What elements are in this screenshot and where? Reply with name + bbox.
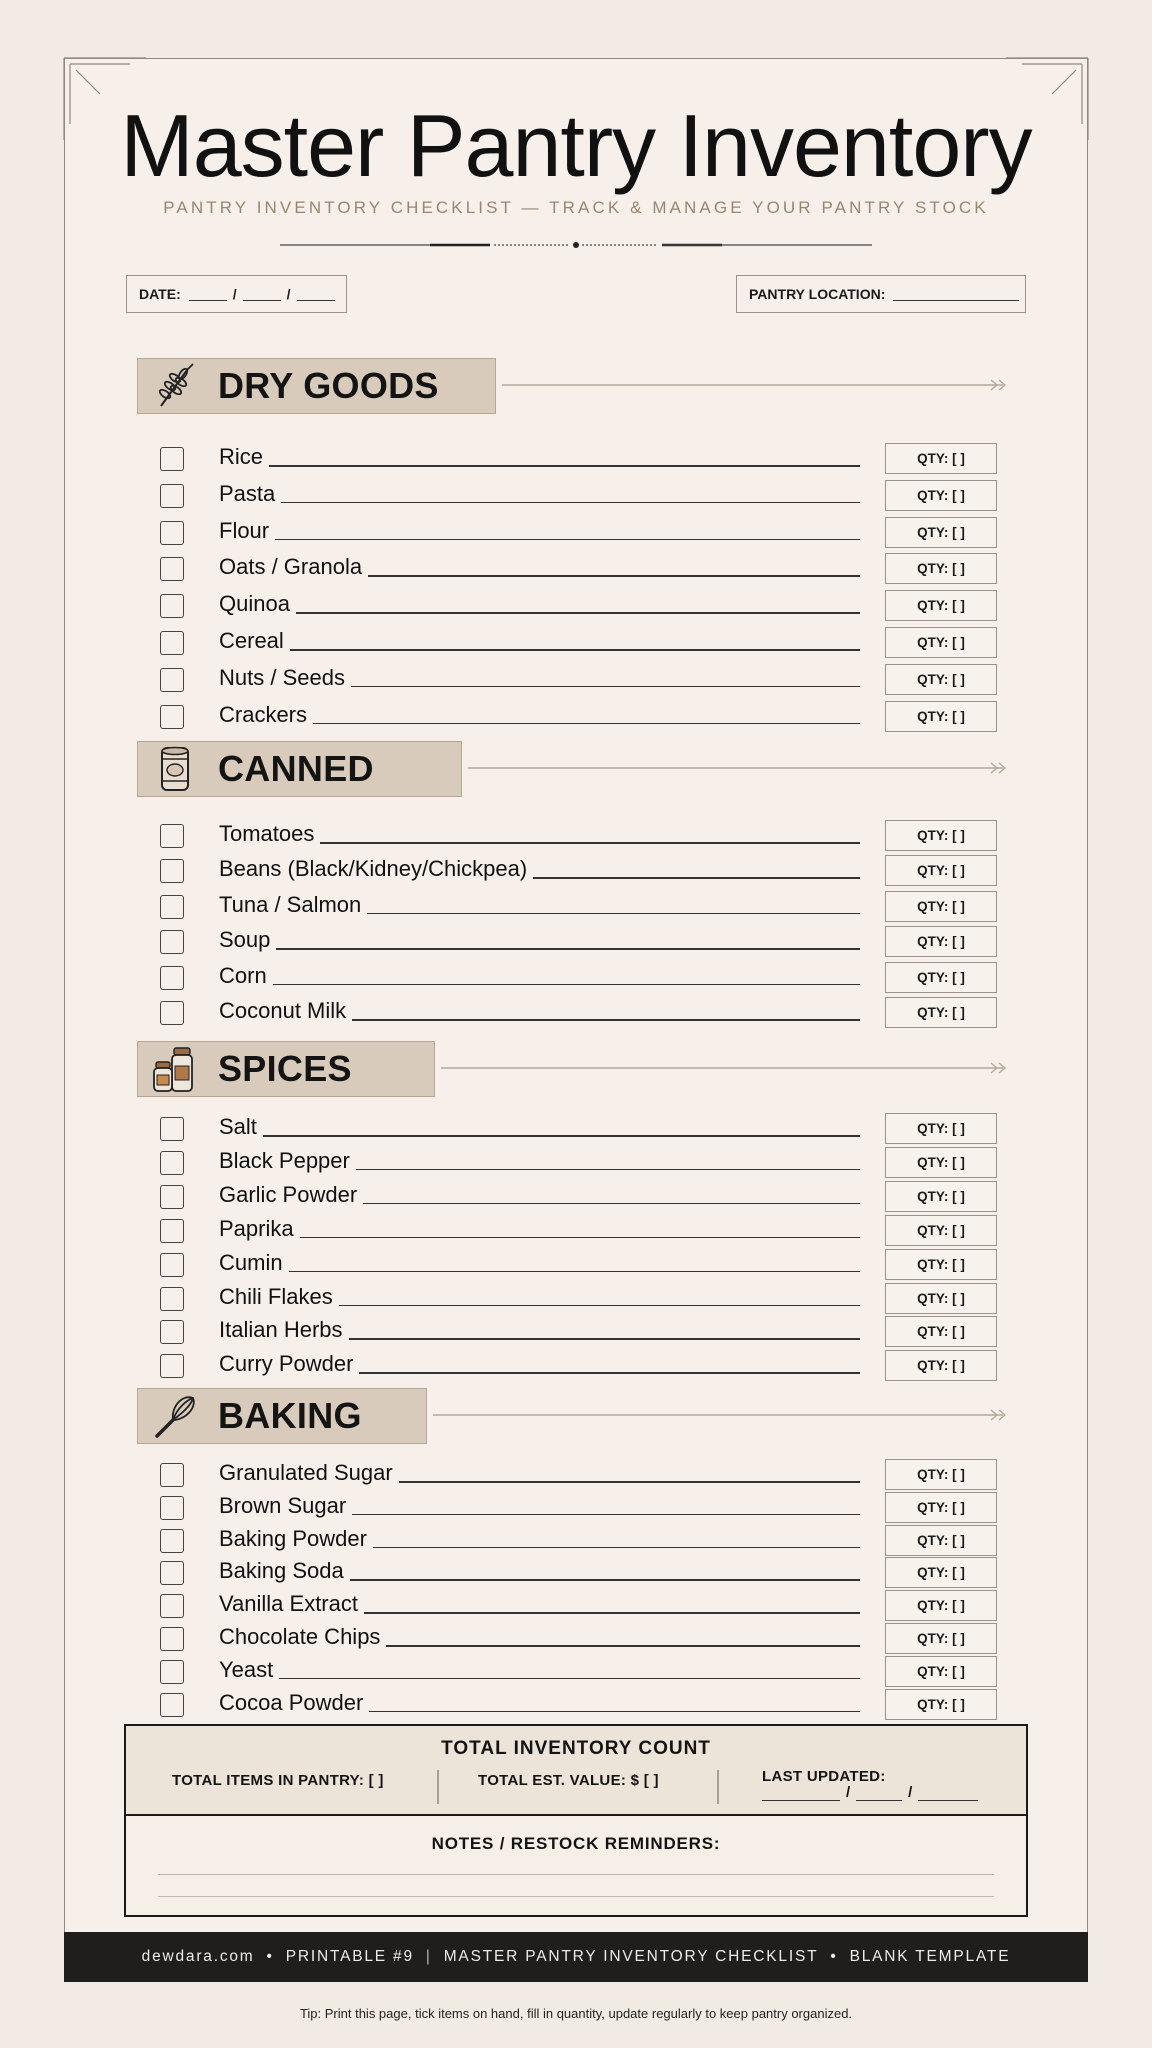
qty-box[interactable]: QTY: [ ] — [885, 1557, 997, 1588]
qty-box[interactable]: QTY: [ ] — [885, 1283, 997, 1314]
qty-box[interactable]: QTY: [ ] — [885, 997, 997, 1028]
qty-box[interactable]: QTY: [ ] — [885, 590, 997, 621]
item-label: Nuts / Seeds — [219, 665, 351, 691]
item-checkbox[interactable] — [160, 1287, 184, 1311]
item-checkbox[interactable] — [160, 1561, 184, 1585]
list-item — [137, 1525, 1007, 1562]
qty-box[interactable]: QTY: [ ] — [885, 1350, 997, 1381]
item-fill-line[interactable] — [219, 948, 860, 950]
total-items-field[interactable]: TOTAL ITEMS IN PANTRY: [ ] — [172, 1772, 384, 1789]
footer-separator: | — [425, 1948, 432, 1965]
item-label: Coconut Milk — [219, 998, 352, 1024]
list-item — [137, 1351, 1007, 1388]
item-fill-line[interactable] — [219, 502, 860, 504]
date-blank-year[interactable] — [297, 287, 335, 301]
item-checkbox[interactable] — [160, 1529, 184, 1553]
qty-box[interactable]: QTY: [ ] — [885, 1113, 997, 1144]
item-checkbox[interactable] — [160, 1185, 184, 1209]
list-item — [137, 1591, 1007, 1627]
item-fill-line[interactable] — [219, 1237, 860, 1239]
item-label: Cocoa Powder — [219, 1690, 369, 1716]
list-item — [137, 856, 1007, 894]
item-checkbox[interactable] — [160, 1660, 184, 1684]
list-item — [137, 701, 1007, 742]
list-item — [137, 1656, 1007, 1693]
section-header — [137, 741, 462, 797]
qty-box[interactable]: QTY: [ ] — [885, 701, 997, 732]
item-checkbox[interactable] — [160, 1219, 184, 1243]
qty-box[interactable]: QTY: [ ] — [885, 820, 997, 851]
notes-line[interactable] — [158, 1874, 994, 1875]
list-item — [137, 1689, 1007, 1726]
item-checkbox[interactable] — [160, 1117, 184, 1141]
item-checkbox[interactable] — [160, 930, 184, 954]
list-item — [137, 628, 1007, 668]
list-item — [137, 1249, 1007, 1287]
qty-box[interactable]: QTY: [ ] — [885, 855, 997, 886]
last-updated-separator: / — [846, 1784, 851, 1801]
footer-template: BLANK TEMPLATE — [849, 1948, 1011, 1965]
item-label: Vanilla Extract — [219, 1591, 364, 1617]
list-item — [137, 927, 1007, 965]
item-fill-line[interactable] — [219, 465, 860, 467]
item-fill-line[interactable] — [219, 612, 860, 614]
list-item — [137, 891, 1007, 930]
page-title: Master Pantry Inventory — [120, 96, 1032, 195]
footer-site[interactable]: dewdara.com — [141, 1948, 255, 1965]
list-item — [137, 1558, 1007, 1594]
item-fill-line[interactable] — [219, 723, 860, 725]
item-label: Beans (Black/Kidney/Chickpea) — [219, 856, 533, 882]
item-checkbox[interactable] — [160, 1496, 184, 1520]
item-fill-line[interactable] — [219, 539, 860, 541]
item-label: Quinoa — [219, 591, 296, 617]
pantry-location-blank[interactable] — [893, 287, 1019, 301]
spice-jars-icon — [146, 1044, 204, 1094]
totals-separator — [437, 1770, 439, 1804]
item-checkbox[interactable] — [160, 1627, 184, 1651]
qty-box[interactable]: QTY: [ ] — [885, 962, 997, 993]
item-checkbox[interactable] — [160, 966, 184, 990]
item-label: Chili Flakes — [219, 1284, 339, 1310]
item-label: Curry Powder — [219, 1351, 359, 1377]
footer-dot: • — [266, 1948, 274, 1965]
item-label: Black Pepper — [219, 1148, 356, 1174]
item-label: Cumin — [219, 1250, 289, 1276]
date-blank-day[interactable] — [243, 287, 281, 301]
section-arrow — [441, 1068, 1007, 1070]
section-baking — [137, 1388, 1007, 1725]
qty-box[interactable]: QTY: [ ] — [885, 1590, 997, 1621]
item-label: Oats / Granola — [219, 554, 368, 580]
item-fill-line[interactable] — [219, 1678, 860, 1680]
item-label: Italian Herbs — [219, 1317, 349, 1343]
qty-box[interactable]: QTY: [ ] — [885, 443, 997, 474]
item-checkbox[interactable] — [160, 705, 184, 729]
item-label: Baking Soda — [219, 1558, 350, 1584]
list-item — [137, 1492, 1007, 1529]
qty-box[interactable]: QTY: [ ] — [885, 891, 997, 922]
item-checkbox[interactable] — [160, 631, 184, 655]
list-item — [137, 1215, 1007, 1253]
qty-box[interactable]: QTY: [ ] — [885, 1492, 997, 1523]
item-checkbox[interactable] — [160, 1594, 184, 1618]
item-label: Cereal — [219, 628, 290, 654]
notes-title: NOTES / RESTOCK REMINDERS: — [431, 1834, 721, 1853]
totals-separator — [717, 1770, 719, 1804]
section-title: BAKING — [218, 1395, 362, 1436]
qty-box[interactable]: QTY: [ ] — [885, 517, 997, 548]
section-title: SPICES — [218, 1048, 352, 1089]
qty-box[interactable]: QTY: [ ] — [885, 664, 997, 695]
pantry-location-label: PANTRY LOCATION: — [749, 286, 886, 302]
totals-title: TOTAL INVENTORY COUNT — [441, 1738, 711, 1759]
item-label: Salt — [219, 1114, 263, 1140]
list-item — [137, 1460, 1007, 1496]
item-checkbox[interactable] — [160, 1001, 184, 1025]
item-checkbox[interactable] — [160, 859, 184, 883]
item-checkbox[interactable] — [160, 1320, 184, 1344]
list-item — [137, 962, 1007, 1001]
item-label: Corn — [219, 963, 273, 989]
footer-name: MASTER PANTRY INVENTORY CHECKLIST — [443, 1948, 819, 1965]
qty-box[interactable]: QTY: [ ] — [885, 1459, 997, 1490]
list-item — [137, 821, 1007, 859]
totals-panel — [124, 1724, 1028, 1917]
list-item — [137, 1147, 1007, 1185]
section-header — [137, 1388, 427, 1444]
list-item — [137, 998, 1007, 1036]
qty-box[interactable]: QTY: [ ] — [885, 480, 997, 511]
item-label: Granulated Sugar — [219, 1460, 399, 1486]
last-updated-blank-month[interactable] — [762, 1785, 840, 1801]
item-fill-line[interactable] — [219, 649, 860, 651]
last-updated-field[interactable] — [762, 1784, 978, 1801]
item-checkbox[interactable] — [160, 1463, 184, 1487]
date-blank-month[interactable] — [189, 287, 227, 301]
item-label: Yeast — [219, 1657, 279, 1683]
item-checkbox[interactable] — [160, 824, 184, 848]
section-spices — [137, 1041, 1007, 1388]
qty-box[interactable]: QTY: [ ] — [885, 1215, 997, 1246]
page-subtitle: PANTRY INVENTORY CHECKLIST — TRACK & MANAGE YOUR PANTRY STOCK — [163, 198, 989, 217]
item-label: Crackers — [219, 702, 313, 728]
item-checkbox[interactable] — [160, 521, 184, 545]
item-label: Pasta — [219, 481, 281, 507]
whisk-icon — [146, 1391, 204, 1441]
wheat-icon — [146, 361, 204, 411]
section-arrow — [433, 1415, 1007, 1417]
qty-box[interactable]: QTY: [ ] — [885, 1316, 997, 1347]
item-label: Tuna / Salmon — [219, 892, 367, 918]
section-title: DRY GOODS — [218, 365, 439, 406]
item-label: Brown Sugar — [219, 1493, 352, 1519]
last-updated-blank-day[interactable] — [856, 1785, 902, 1801]
date-separator: / — [286, 286, 291, 302]
qty-box[interactable]: QTY: [ ] — [885, 553, 997, 584]
list-item — [137, 1114, 1007, 1151]
list-item — [137, 1624, 1007, 1660]
list-item — [137, 591, 1007, 631]
qty-box[interactable]: QTY: [ ] — [885, 1656, 997, 1687]
item-checkbox[interactable] — [160, 1253, 184, 1277]
section-arrow — [502, 385, 1007, 387]
list-item — [137, 554, 1007, 594]
section-header — [137, 358, 496, 414]
date-separator: / — [232, 286, 237, 302]
item-label: Flour — [219, 518, 275, 544]
date-label: DATE: — [139, 286, 181, 302]
section-dry-goods — [137, 358, 1007, 741]
last-updated-label: LAST UPDATED: — [762, 1768, 886, 1785]
list-item — [137, 1283, 1007, 1321]
item-fill-line[interactable] — [219, 1271, 860, 1273]
item-checkbox[interactable] — [160, 895, 184, 919]
item-checkbox[interactable] — [160, 1354, 184, 1378]
total-value-field[interactable]: TOTAL EST. VALUE: $ [ ] — [478, 1772, 659, 1789]
qty-box[interactable]: QTY: [ ] — [885, 1147, 997, 1178]
list-item — [137, 517, 1007, 558]
item-checkbox[interactable] — [160, 1151, 184, 1175]
qty-box[interactable]: QTY: [ ] — [885, 627, 997, 658]
list-item — [137, 480, 1007, 521]
item-checkbox[interactable] — [160, 1693, 184, 1717]
list-item — [137, 1317, 1007, 1354]
item-fill-line[interactable] — [219, 1135, 860, 1137]
list-item — [137, 1181, 1007, 1219]
date-field[interactable] — [126, 275, 347, 313]
section-title: CANNED — [218, 748, 374, 789]
item-label: Paprika — [219, 1216, 300, 1242]
can-icon — [146, 744, 204, 794]
section-canned — [137, 741, 1007, 1036]
list-item — [137, 444, 1007, 484]
item-label: Tomatoes — [219, 821, 320, 847]
item-label: Garlic Powder — [219, 1182, 363, 1208]
footer-bar — [64, 1932, 1088, 1982]
notes-line[interactable] — [158, 1896, 994, 1897]
section-header — [137, 1041, 435, 1097]
qty-box[interactable]: QTY: [ ] — [885, 1623, 997, 1654]
last-updated-separator: / — [908, 1784, 913, 1801]
tip-text: Tip: Print this page, tick items on hand, fill in quantity, update regularly to keep pantry organized. — [299, 2006, 853, 2021]
item-label: Baking Powder — [219, 1526, 373, 1552]
section-arrow — [468, 768, 1007, 770]
pantry-location-field[interactable] — [736, 275, 1026, 313]
item-fill-line[interactable] — [219, 984, 860, 986]
item-label: Rice — [219, 444, 269, 470]
item-checkbox[interactable] — [160, 668, 184, 692]
footer-printable: PRINTABLE #9 — [285, 1948, 414, 1965]
item-checkbox[interactable] — [160, 557, 184, 581]
item-checkbox[interactable] — [160, 447, 184, 471]
qty-box[interactable]: QTY: [ ] — [885, 1249, 997, 1280]
qty-box[interactable]: QTY: [ ] — [885, 1689, 997, 1720]
title-divider — [280, 238, 872, 252]
item-checkbox[interactable] — [160, 594, 184, 618]
item-checkbox[interactable] — [160, 484, 184, 508]
item-label: Chocolate Chips — [219, 1624, 386, 1650]
qty-box[interactable]: QTY: [ ] — [885, 1181, 997, 1212]
list-item — [137, 664, 1007, 705]
qty-box[interactable]: QTY: [ ] — [885, 926, 997, 957]
last-updated-blank-year[interactable] — [918, 1785, 978, 1801]
item-label: Soup — [219, 927, 276, 953]
qty-box[interactable]: QTY: [ ] — [885, 1525, 997, 1556]
totals-summary — [126, 1726, 1026, 1816]
footer-dot: • — [830, 1948, 838, 1965]
